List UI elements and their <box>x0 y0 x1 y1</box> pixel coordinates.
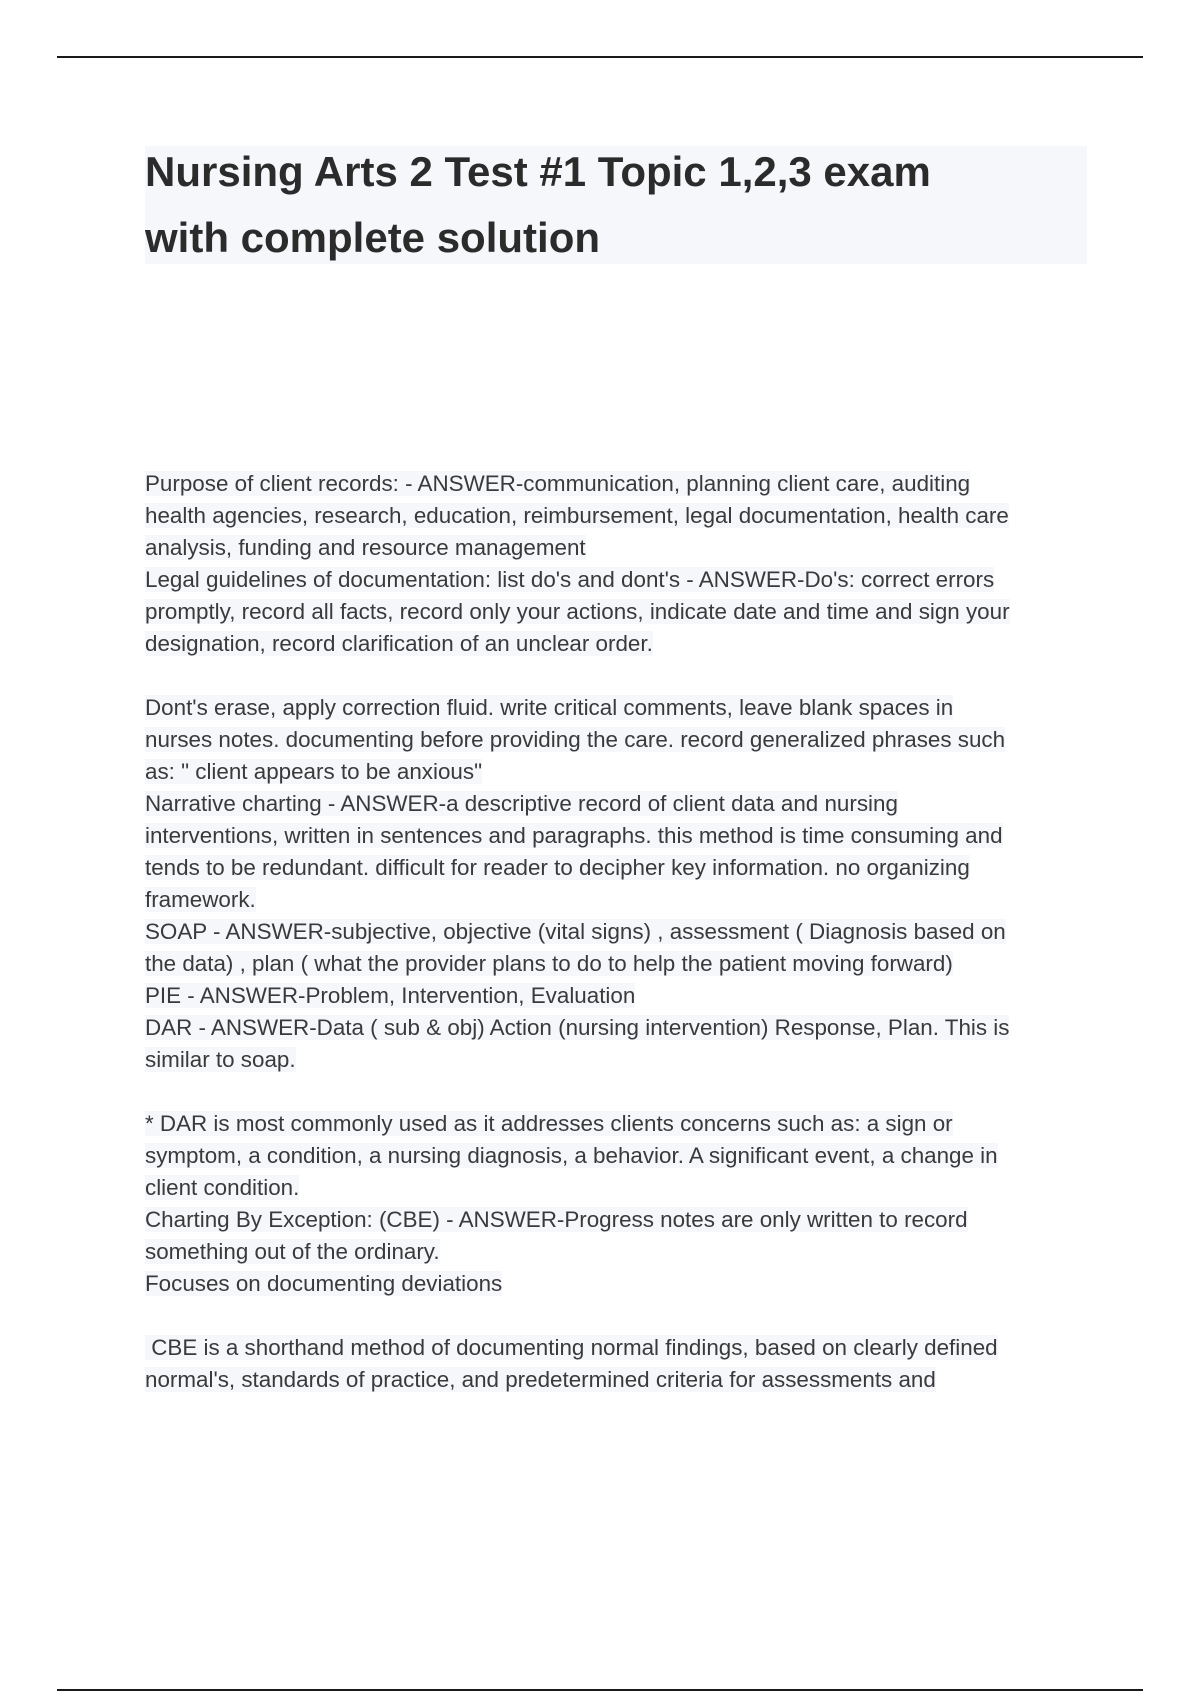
body-line-text: designation, record clarification of an unclear order. <box>145 631 653 656</box>
document-body <box>145 468 1089 1396</box>
body-line <box>145 1364 1089 1396</box>
body-line <box>145 1140 1089 1172</box>
body-line <box>145 1236 1089 1268</box>
bottom-rule <box>57 1689 1143 1691</box>
body-line <box>145 596 1089 628</box>
body-line <box>145 692 1089 724</box>
body-line <box>145 980 1089 1012</box>
body-line <box>145 1332 1089 1364</box>
body-line <box>145 852 1089 884</box>
body-line <box>145 628 1089 660</box>
body-line <box>145 1268 1089 1300</box>
body-line <box>145 468 1089 500</box>
title-block <box>145 146 1087 264</box>
body-line-text: health agencies, research, education, reimbursement, legal documentation, health care <box>145 503 1009 528</box>
body-line-text: Charting By Exception: (CBE) - ANSWER-Progress notes are only written to record <box>145 1207 968 1232</box>
body-line <box>145 756 1089 788</box>
top-rule <box>57 56 1143 58</box>
body-line <box>145 500 1089 532</box>
body-line <box>145 884 1089 916</box>
document-title <box>145 139 1087 271</box>
body-line-text: as: " client appears to be anxious" <box>145 759 483 784</box>
body-line-text: Narrative charting - ANSWER-a descriptive record of client data and nursing <box>145 791 898 816</box>
body-line-text: something out of the ordinary. <box>145 1239 440 1264</box>
body-line <box>145 948 1089 980</box>
title-line-2: with complete solution <box>145 214 601 261</box>
body-line-text: the data) , plan ( what the provider plans to do to help the patient moving forward) <box>145 951 953 976</box>
blank-line <box>145 660 1089 692</box>
body-line-text: nurses notes. documenting before providing the care. record generalized phrases such <box>145 727 1006 752</box>
body-line-text: Dont's erase, apply correction fluid. write critical comments, leave blank spaces in <box>145 695 954 720</box>
body-line-text: interventions, written in sentences and paragraphs. this method is time consuming and <box>145 823 1003 848</box>
body-line <box>145 788 1089 820</box>
body-line <box>145 1012 1089 1044</box>
blank-line <box>145 1076 1089 1108</box>
body-line <box>145 1108 1089 1140</box>
body-line-text: tends to be redundant. difficult for reader to decipher key information. no organizing <box>145 855 970 880</box>
body-line <box>145 1204 1089 1236</box>
body-line <box>145 724 1089 756</box>
body-line-text: PIE - ANSWER-Problem, Intervention, Evaluation <box>145 983 636 1008</box>
body-line <box>145 1044 1089 1076</box>
body-line-text: normal's, standards of practice, and predetermined criteria for assessments and <box>145 1367 936 1392</box>
body-line-text: symptom, a condition, a nursing diagnosis, a behavior. A significant event, a change in <box>145 1143 998 1168</box>
body-line <box>145 916 1089 948</box>
title-line-1: Nursing Arts 2 Test #1 Topic 1,2,3 exam <box>145 148 931 195</box>
body-line-text: Focuses on documenting deviations <box>145 1271 503 1296</box>
body-line-text: client condition. <box>145 1175 300 1200</box>
body-line <box>145 564 1089 596</box>
body-line-text: similar to soap. <box>145 1047 296 1072</box>
body-line <box>145 532 1089 564</box>
body-line-text: framework. <box>145 887 256 912</box>
body-line-text: CBE is a shorthand method of documenting normal findings, based on clearly defined <box>145 1335 998 1360</box>
body-line-text: Legal guidelines of documentation: list do's and dont's - ANSWER-Do's: correct errors <box>145 567 995 592</box>
body-line-text: analysis, funding and resource management <box>145 535 586 560</box>
body-line-text: promptly, record all facts, record only your actions, indicate date and time and sign your <box>145 599 1010 624</box>
body-line-text: Purpose of client records: - ANSWER-communication, planning client care, auditing <box>145 471 971 496</box>
body-line <box>145 820 1089 852</box>
body-line-text: * DAR is most commonly used as it addresses clients concerns such as: a sign or <box>145 1111 953 1136</box>
body-line <box>145 1172 1089 1204</box>
blank-line <box>145 1300 1089 1332</box>
body-line-text: DAR - ANSWER-Data ( sub & obj) Action (nursing intervention) Response, Plan. This is <box>145 1015 1010 1040</box>
body-line-text: SOAP - ANSWER-subjective, objective (vital signs) , assessment ( Diagnosis based on <box>145 919 1006 944</box>
